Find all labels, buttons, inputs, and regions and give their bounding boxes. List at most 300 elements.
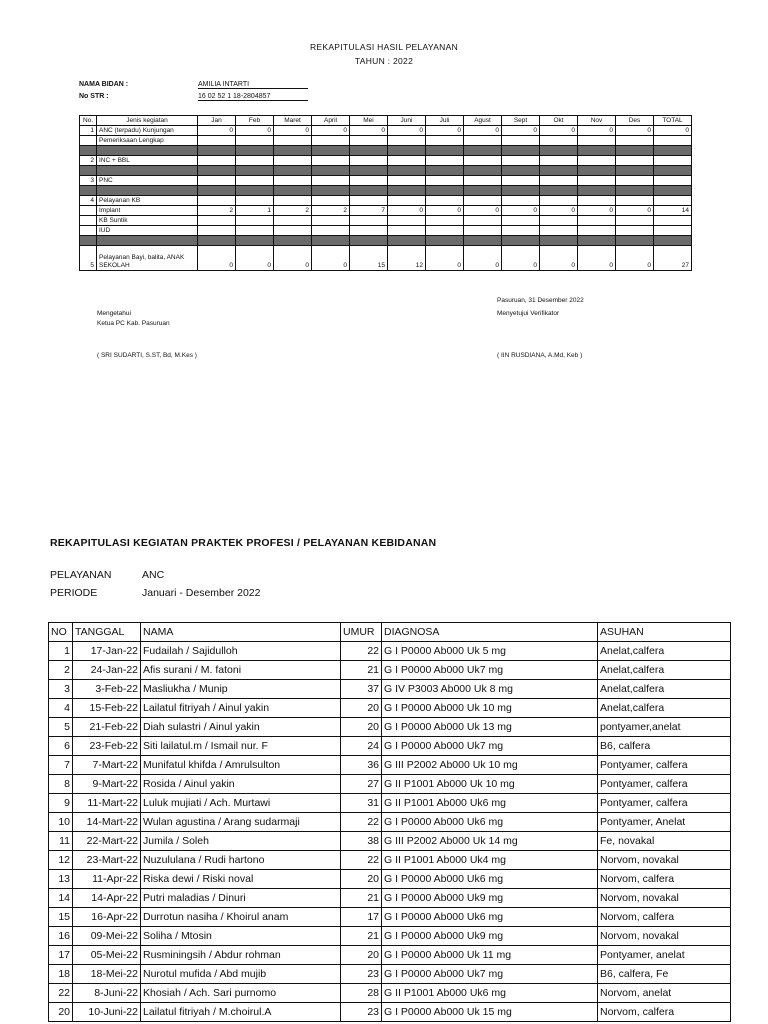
month-value (540, 226, 578, 236)
activity-label: INC + BBL (97, 156, 198, 166)
month-value (236, 156, 274, 166)
activity-label: Pelayanan Bayi, balita, ANAK SEKOLAH (97, 246, 198, 271)
month-value (426, 216, 464, 226)
month-value (502, 156, 540, 166)
table-row (49, 870, 731, 889)
month-value (426, 156, 464, 166)
row-number: 2 (49, 661, 73, 680)
month-value (578, 176, 616, 186)
month-value: 0 (350, 126, 388, 136)
patient-name: Masliukha / Munip (141, 680, 341, 699)
activity-label: IUD (97, 226, 198, 236)
table-row (49, 946, 731, 965)
diagnosis-header: DIAGNOSA (382, 623, 598, 642)
month-value (540, 196, 578, 206)
activity-label: Pemeriksaan Lengkap (97, 136, 198, 146)
row-number: 4 (80, 196, 97, 206)
patient-name: Putri maladias / Dinuri (141, 889, 341, 908)
table-row (49, 908, 731, 927)
no-str-label: No STR : (79, 93, 109, 100)
month-value: 0 (274, 246, 312, 271)
month-value: 2 (198, 206, 236, 216)
row-number: 2 (80, 156, 97, 166)
care-given: Anelat,calfera (598, 680, 731, 699)
care-given: Norvom, calfera (598, 870, 731, 889)
row-number: 16 (49, 927, 73, 946)
patient-age: 22 (341, 642, 382, 661)
table-row (49, 889, 731, 908)
patient-name: Khosiah / Ach. Sari purnomo (141, 984, 341, 1003)
month-value (616, 136, 654, 146)
month-value: 2 (274, 206, 312, 216)
month-value (502, 136, 540, 146)
month-value (616, 176, 654, 186)
month-value: 0 (540, 126, 578, 136)
month-value (654, 196, 692, 206)
visit-date: 11-Mart-22 (73, 794, 141, 813)
row-number: 14 (49, 889, 73, 908)
month-value: 0 (236, 126, 274, 136)
visit-date: 10-Juni-22 (73, 1003, 141, 1022)
table-row (49, 794, 731, 813)
month-value (502, 176, 540, 186)
month-value: 0 (426, 206, 464, 216)
separator-row (80, 166, 692, 176)
column-header: Juni (388, 116, 426, 126)
patient-age: 23 (341, 1003, 382, 1022)
patient-age: 28 (341, 984, 382, 1003)
month-value: 0 (198, 126, 236, 136)
patient-name: Nurotul mufida / Abd mujib (141, 965, 341, 984)
patient-age: 22 (341, 851, 382, 870)
month-value (274, 226, 312, 236)
visit-date: 05-Mei-22 (73, 946, 141, 965)
table-header-row (49, 623, 731, 642)
month-value: 27 (654, 246, 692, 271)
visit-date: 14-Apr-22 (73, 889, 141, 908)
column-header: Sept (502, 116, 540, 126)
table-row (49, 813, 731, 832)
column-header: Feb (236, 116, 274, 126)
column-header: Okt (540, 116, 578, 126)
no-header: NO (49, 623, 73, 642)
verifikator-label: Menyetujui Verifikator (497, 310, 560, 317)
month-value (426, 226, 464, 236)
patient-age: 36 (341, 756, 382, 775)
care-given: Pontyamer, anelat (598, 946, 731, 965)
month-value (312, 156, 350, 166)
diagnosis: G I P0000 Ab000 Uk 13 mg (382, 718, 598, 737)
patient-name: Wulan agustina / Arang sudarmaji (141, 813, 341, 832)
right-signatory-name: ( IIN RUSDIANA, A.Md, Keb ) (497, 352, 583, 359)
month-value: 0 (578, 246, 616, 271)
month-value: 0 (198, 246, 236, 271)
care-given: B6, calfera (598, 737, 731, 756)
row-number: 3 (80, 176, 97, 186)
month-value (502, 196, 540, 206)
month-value (654, 156, 692, 166)
patient-name: Nuzululana / Rudi hartono (141, 851, 341, 870)
month-value (350, 136, 388, 146)
table-row (49, 718, 731, 737)
month-value (502, 216, 540, 226)
diagnosis: G I P0000 Ab000 Uk6 mg (382, 870, 598, 889)
diagnosis: G III P2002 Ab000 Uk 14 mg (382, 832, 598, 851)
month-value: 14 (654, 206, 692, 216)
patient-name: Riska dewi / Riski noval (141, 870, 341, 889)
section-title: REKAPITULASI KEGIATAN PRAKTEK PROFESI / PELAYANAN KEBIDANAN (50, 537, 437, 549)
row-number (80, 136, 97, 146)
month-value: 0 (502, 126, 540, 136)
month-value (312, 226, 350, 236)
patient-age: 37 (341, 680, 382, 699)
diagnosis: G I P0000 Ab000 Uk7 mg (382, 661, 598, 680)
row-number: 6 (49, 737, 73, 756)
table-row (49, 642, 731, 661)
visit-date: 14-Mart-22 (73, 813, 141, 832)
month-value: 0 (426, 246, 464, 271)
month-value (654, 176, 692, 186)
care-given: Norvom, novakal (598, 851, 731, 870)
patient-age: 22 (341, 813, 382, 832)
visit-date: 3-Feb-22 (73, 680, 141, 699)
row-number: 15 (49, 908, 73, 927)
care-given: Fe, novakal (598, 832, 731, 851)
patient-name: Munifatul khifda / Amrulsulton (141, 756, 341, 775)
month-value (198, 196, 236, 206)
row-number (80, 206, 97, 216)
row-number: 5 (80, 246, 97, 271)
month-value: 0 (578, 126, 616, 136)
patient-age: 20 (341, 699, 382, 718)
row-number: 12 (49, 851, 73, 870)
month-value (578, 216, 616, 226)
month-value (388, 176, 426, 186)
patient-age: 21 (341, 889, 382, 908)
month-value (274, 216, 312, 226)
activity-label: PNC (97, 176, 198, 186)
month-value (198, 176, 236, 186)
month-value (236, 216, 274, 226)
patient-name: Afis surani / M. fatoni (141, 661, 341, 680)
month-value (274, 136, 312, 146)
visit-date: 8-Juni-22 (73, 984, 141, 1003)
visit-date: 7-Mart-22 (73, 756, 141, 775)
visit-date: 17-Jan-22 (73, 642, 141, 661)
visit-date: 24-Jan-22 (73, 661, 141, 680)
care-given: Pontyamer, Anelat (598, 813, 731, 832)
patient-name: Durrotun nasiha / Khoirul anam (141, 908, 341, 927)
patient-name: Diah sulastri / Ainul yakin (141, 718, 341, 737)
column-header: Agust (464, 116, 502, 126)
month-value: 0 (274, 126, 312, 136)
left-signatory-name: ( SRI SUDARTI, S.ST, Bd, M.Kes ) (97, 352, 197, 359)
diagnosis: G I P0000 Ab000 Uk 15 mg (382, 1003, 598, 1022)
month-value (464, 136, 502, 146)
row-number: 13 (49, 870, 73, 889)
patient-name: Lailatul fitriyah / Ainul yakin (141, 699, 341, 718)
diagnosis: G IV P3003 Ab000 Uk 8 mg (382, 680, 598, 699)
place-date: Pasuruan, 31 Desember 2022 (497, 297, 584, 304)
diagnosis: G I P0000 Ab000 Uk9 mg (382, 927, 598, 946)
table-row (49, 965, 731, 984)
month-value (540, 176, 578, 186)
column-header: Juli (426, 116, 464, 126)
month-value (198, 156, 236, 166)
service-recap-table (79, 115, 692, 271)
column-header: Mei (350, 116, 388, 126)
column-header: Nov (578, 116, 616, 126)
patient-age: 21 (341, 927, 382, 946)
separator-row (80, 146, 692, 156)
month-value (198, 136, 236, 146)
activity-label: KB Suntik (97, 216, 198, 226)
visit-date: 22-Mart-22 (73, 832, 141, 851)
month-value (578, 136, 616, 146)
month-value (616, 156, 654, 166)
month-value: 2 (312, 206, 350, 216)
month-value (654, 226, 692, 236)
month-value: 1 (236, 206, 274, 216)
patient-name: Rosida / Ainul yakin (141, 775, 341, 794)
column-header: TOTAL (654, 116, 692, 126)
month-value (616, 216, 654, 226)
row-number (80, 226, 97, 236)
pelayanan-value: ANC (142, 569, 165, 581)
month-value (464, 216, 502, 226)
care-given: Norvom, anelat (598, 984, 731, 1003)
anc-patient-table (48, 622, 731, 1022)
table-row (80, 196, 692, 206)
no-str-value: 16 02 52 1 18-2804857 (198, 93, 308, 101)
month-value (502, 226, 540, 236)
month-value: 0 (312, 246, 350, 271)
month-value (350, 216, 388, 226)
table-row (80, 226, 692, 236)
visit-date: 16-Apr-22 (73, 908, 141, 927)
month-value (464, 226, 502, 236)
month-value (236, 176, 274, 186)
diagnosis: G II P1001 Ab000 Uk6 mg (382, 984, 598, 1003)
care-given: Anelat,calfera (598, 661, 731, 680)
visit-date: 11-Apr-22 (73, 870, 141, 889)
age-header: UMUR (341, 623, 382, 642)
activity-label: ANC (terpadu) Kunjungan (97, 126, 198, 136)
month-value (540, 156, 578, 166)
column-header: April (312, 116, 350, 126)
month-value (312, 136, 350, 146)
month-value: 0 (540, 206, 578, 216)
visit-date: 21-Feb-22 (73, 718, 141, 737)
month-value (274, 196, 312, 206)
care-given: Anelat,calfera (598, 699, 731, 718)
month-value (654, 136, 692, 146)
column-header: No. (80, 116, 97, 126)
patient-age: 17 (341, 908, 382, 927)
month-value: 15 (350, 246, 388, 271)
month-value: 0 (616, 246, 654, 271)
month-value (236, 136, 274, 146)
diagnosis: G I P0000 Ab000 Uk 5 mg (382, 642, 598, 661)
column-header: Des (616, 116, 654, 126)
visit-date: 15-Feb-22 (73, 699, 141, 718)
table-row (80, 206, 692, 216)
care-given: Norvom, novakal (598, 889, 731, 908)
care-given: Anelat,calfera (598, 642, 731, 661)
table-row (80, 156, 692, 166)
patient-age: 27 (341, 775, 382, 794)
month-value (350, 226, 388, 236)
activity-label: Implant (97, 206, 198, 216)
month-value: 12 (388, 246, 426, 271)
visit-date: 18-Mei-22 (73, 965, 141, 984)
patient-name: Siti lailatul.m / Ismail nur. F (141, 737, 341, 756)
month-value (540, 216, 578, 226)
month-value: 7 (350, 206, 388, 216)
month-value (654, 216, 692, 226)
month-value (350, 196, 388, 206)
care-given: Pontyamer, calfera (598, 756, 731, 775)
month-value (350, 156, 388, 166)
nama-bidan-value: AMILIA INTARTI (198, 81, 308, 89)
care-given: Norvom, calfera (598, 1003, 731, 1022)
month-value (464, 196, 502, 206)
periode-label: PERIODE (50, 587, 98, 599)
month-value: 0 (616, 126, 654, 136)
table-row (49, 661, 731, 680)
diagnosis: G I P0000 Ab000 Uk 11 mg (382, 946, 598, 965)
mengetahui-label: Mengetahui (97, 310, 131, 317)
row-number: 3 (49, 680, 73, 699)
row-number: 10 (49, 813, 73, 832)
table-row (49, 984, 731, 1003)
activity-label: Pelayanan KB (97, 196, 198, 206)
table-row (49, 851, 731, 870)
month-value (274, 156, 312, 166)
visit-date: 09-Mei-22 (73, 927, 141, 946)
care-given: Pontyamer, calfera (598, 775, 731, 794)
table-header-row (80, 116, 692, 126)
row-number: 9 (49, 794, 73, 813)
table-row (49, 737, 731, 756)
patient-age: 20 (341, 946, 382, 965)
row-number (80, 216, 97, 226)
patient-age: 20 (341, 870, 382, 889)
month-value: 0 (578, 206, 616, 216)
patient-age: 23 (341, 965, 382, 984)
month-value (540, 136, 578, 146)
table-row (80, 176, 692, 186)
month-value: 0 (464, 206, 502, 216)
report-title: REKAPITULASI HASIL PELAYANAN (309, 42, 459, 52)
visit-date: 23-Feb-22 (73, 737, 141, 756)
month-value (388, 196, 426, 206)
month-value (578, 196, 616, 206)
patient-age: 21 (341, 661, 382, 680)
row-number: 1 (80, 126, 97, 136)
visit-date: 23-Mart-22 (73, 851, 141, 870)
periode-value: Januari - Desember 2022 (142, 587, 261, 599)
row-number: 18 (49, 965, 73, 984)
table-row (49, 832, 731, 851)
month-value (312, 216, 350, 226)
month-value (426, 196, 464, 206)
month-value: 0 (616, 206, 654, 216)
month-value: 0 (502, 206, 540, 216)
row-number: 4 (49, 699, 73, 718)
month-value: 0 (540, 246, 578, 271)
name-header: NAMA (141, 623, 341, 642)
month-value (312, 176, 350, 186)
month-value (578, 156, 616, 166)
month-value: 0 (312, 126, 350, 136)
diagnosis: G II P1001 Ab000 Uk6 mg (382, 794, 598, 813)
table-row (80, 126, 692, 136)
month-value (578, 226, 616, 236)
row-number: 5 (49, 718, 73, 737)
date-header: TANGGAL (73, 623, 141, 642)
patient-name: Jumila / Soleh (141, 832, 341, 851)
month-value: 0 (654, 126, 692, 136)
visit-date: 9-Mart-22 (73, 775, 141, 794)
patient-name: Rusminingsih / Abdur rohman (141, 946, 341, 965)
diagnosis: G I P0000 Ab000 Uk7 mg (382, 965, 598, 984)
month-value (464, 156, 502, 166)
month-value (236, 196, 274, 206)
care-header: ASUHAN (598, 623, 731, 642)
care-given: pontyamer,anelat (598, 718, 731, 737)
row-number: 22 (49, 984, 73, 1003)
care-given: Pontyamer, calfera (598, 794, 731, 813)
month-value (350, 176, 388, 186)
month-value: 0 (388, 126, 426, 136)
diagnosis: G I P0000 Ab000 Uk7 mg (382, 737, 598, 756)
patient-age: 20 (341, 718, 382, 737)
row-number: 1 (49, 642, 73, 661)
separator-row (80, 236, 692, 246)
care-given: Norvom, calfera (598, 908, 731, 927)
diagnosis: G I P0000 Ab000 Uk6 mg (382, 813, 598, 832)
diagnosis: G I P0000 Ab000 Uk9 mg (382, 889, 598, 908)
month-value: 0 (236, 246, 274, 271)
diagnosis: G III P2002 Ab000 Uk 10 mg (382, 756, 598, 775)
patient-name: Lailatul fitriyah / M.choirul.A (141, 1003, 341, 1022)
month-value (388, 216, 426, 226)
table-row (49, 927, 731, 946)
column-header: Jenis kegiatan (97, 116, 198, 126)
month-value (198, 216, 236, 226)
row-number: 11 (49, 832, 73, 851)
pelayanan-label: PELAYANAN (50, 569, 112, 581)
month-value (464, 176, 502, 186)
month-value (388, 226, 426, 236)
table-row (49, 699, 731, 718)
column-header: Jan (198, 116, 236, 126)
row-number: 17 (49, 946, 73, 965)
table-row (80, 136, 692, 146)
nama-bidan-label: NAMA BIDAN : (79, 81, 129, 88)
month-value (236, 226, 274, 236)
patient-name: Fudailah / Sajidulloh (141, 642, 341, 661)
month-value: 0 (464, 246, 502, 271)
month-value: 0 (464, 126, 502, 136)
care-given: B6, calfera, Fe (598, 965, 731, 984)
table-row (49, 1003, 731, 1022)
row-number: 7 (49, 756, 73, 775)
patient-name: Luluk mujiati / Ach. Murtawi (141, 794, 341, 813)
month-value (388, 156, 426, 166)
diagnosis: G II P1001 Ab000 Uk4 mg (382, 851, 598, 870)
